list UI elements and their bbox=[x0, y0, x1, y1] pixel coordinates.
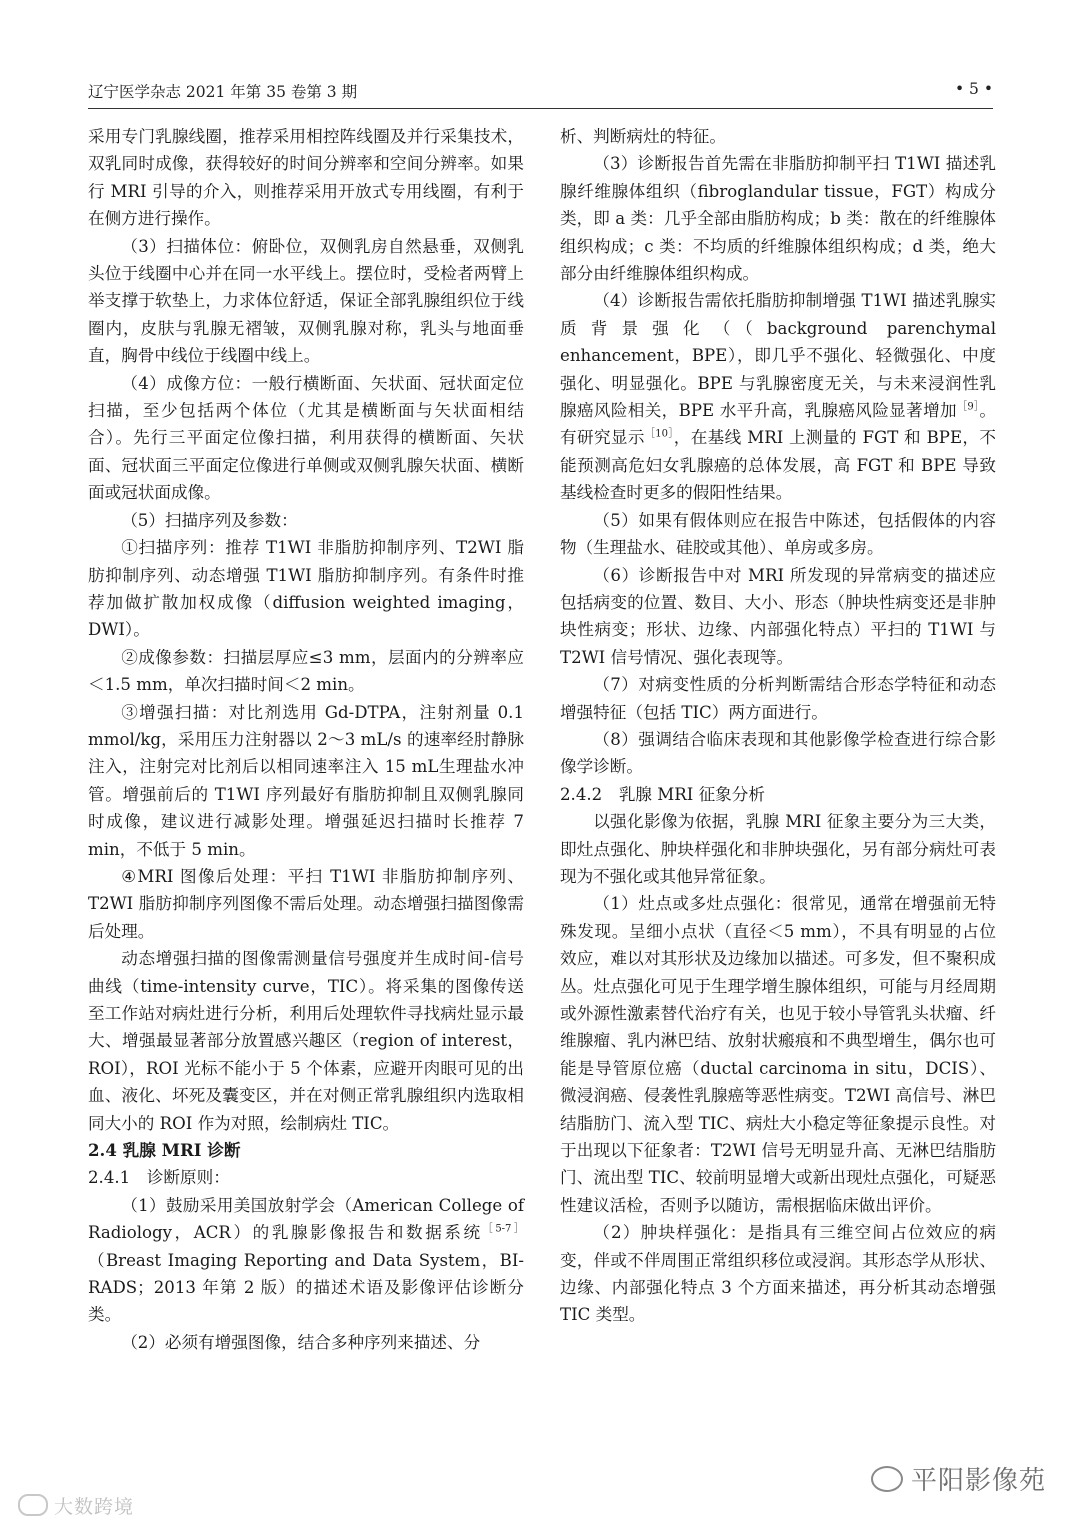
page-number: • 5 • bbox=[954, 80, 993, 98]
paragraph bbox=[88, 945, 524, 1137]
paragraph-text: ④MRI 图像后处理：平扫 T1WI 非脂肪抑制序列、T2WI 脂肪抑制序列图像不需后处理。动态增强扫描图像需后处理。 bbox=[88, 866, 524, 941]
paragraph-text: （4）成像方位：一般行横断面、矢状面、冠状面定位扫描，至少包括两个体位（尤其是横断面与矢状面相结合）。先行三平面定位像扫描，利用获得的横断面、矢状面、冠状面三平面定位像进行单侧或双侧乳腺矢状面、横断面或冠状面成像。 bbox=[88, 373, 524, 503]
left-column bbox=[88, 123, 524, 1356]
watermark-right bbox=[871, 1460, 1046, 1497]
paragraph-text: （4）诊断报告需依托脂肪抑制增强 T1WI 描述乳腺实质背景强化（（background parenchymal enhancement，BPE），即几乎不强化、轻微强化、中度强化、明显强化。BPE 与乳腺密度无关，与未来浸润性乳腺癌风险相关，BPE 水平升高，乳腺癌风险显著增加 bbox=[560, 291, 996, 421]
wechat-icon bbox=[871, 1466, 903, 1492]
paragraph bbox=[88, 534, 524, 644]
paragraph-text: （1）灶点或多灶点强化：很常见，通常在增强前无特殊发现。呈细小点状（直径＜5 mm），不具有明显的占位效应，难以对其形状及边缘加以描述。可多发，但不聚积成丛。灶点强化可见于生理学增生腺体组织，可能与月经周期或外源性激素替代治疗有关，也见于较小导管乳头状瘤、纤维腺瘤、乳内淋巴结、放射状瘢痕和不典型增生，偶尔也可能是导管原位癌（ductal carcinoma in situ，DCIS）、微浸润癌、侵袭性乳腺癌等恶性病变。T2WI 高信号、淋巴结脂肪门、流入型 TIC、病灶大小稳定等征象提示良性。对于出现以下征象者：T2WI 信号无明显升高、无淋巴结脂肪门、流出型 TIC、较前明显增大或新出现灶点强化，可疑恶性建议活检，否则予以随访，需根据临床做出评价。 bbox=[560, 894, 996, 1215]
paragraph bbox=[560, 150, 996, 287]
citation-ref: ［5-7］ bbox=[482, 1223, 524, 1235]
paragraph bbox=[560, 808, 996, 890]
paragraph bbox=[88, 233, 524, 370]
watermark-logo-icon bbox=[18, 1494, 48, 1516]
paragraph-continued bbox=[88, 123, 524, 233]
watermark-left bbox=[18, 1492, 134, 1519]
paragraph-text: 析、判断病灶的特征。 bbox=[560, 127, 726, 146]
paragraph-text: 2.4.1 诊断原则： bbox=[88, 1168, 230, 1188]
paragraph-text: ②成像参数：扫描层厚应≤3 mm，层面内的分辨率应＜1.5 mm，单次扫描时间＜2 min。 bbox=[88, 647, 524, 695]
header-rule bbox=[88, 108, 993, 109]
paragraph-text: （8）强调结合临床表现和其他影像学检查进行综合影像学诊断。 bbox=[560, 729, 996, 777]
paragraph-text: ，在基线 MRI 上测量的 FGT 和 BPE，不能预测高危妇女乳腺癌的总体发展，高 FGT 和 BPE 导致基线检查时更多的假阳性结果。 bbox=[560, 428, 996, 503]
paragraph-text: （Breast Imaging Reporting and Data System，BI-RADS；2013 年第 2 版）的描述术语及影像评估诊断分类。 bbox=[88, 1250, 524, 1325]
paragraph bbox=[88, 863, 524, 945]
paragraph bbox=[88, 507, 524, 534]
paragraph-text: （6）诊断报告中对 MRI 所发现的异常病变的描述应包括病变的位置、数目、大小、形态（肿块性病变还是非肿块性病变；形状、边缘、内部强化特点）平扫的 T1WI 与 T2WI 信号情况、强化表现等。 bbox=[560, 565, 996, 667]
citation-ref: ［9］ bbox=[956, 401, 980, 413]
paragraph bbox=[560, 671, 996, 726]
paragraph-text: 采用专门乳腺线圈，推荐采用相控阵线圈及并行采集技术，双乳同时成像，获得较好的时间分辨率和空间分辨率。如果行 MRI 引导的介入，则推荐采用开放式专用线圈，有利于在侧方进行操作。 bbox=[88, 127, 524, 229]
paragraph-text: （2）肿块样强化：是指具有三维空间占位效应的病变，伴或不伴周围正常组织移位或浸润。其形态学从形状、边缘、内部强化特点 3 个方面来描述，再分析其动态增强 TIC 类型。 bbox=[560, 1223, 996, 1325]
citation-ref: ［10］ bbox=[644, 428, 674, 440]
right-column bbox=[560, 123, 996, 1329]
paragraph-text: 以强化影像为依据，乳腺 MRI 征象主要分为三大类，即灶点强化、肿块样强化和非肿块强化，另有部分病灶可表现为不强化或其他异常征象。 bbox=[560, 812, 996, 886]
paragraph-text: ①扫描序列：推荐 T1WI 非脂肪抑制序列、T2WI 脂肪抑制序列、动态增强 T1WI 脂肪抑制序列。有条件时推荐加做扩散加权成像（diffusion weighted imaging，DWI）。 bbox=[88, 538, 524, 640]
paragraph-text: ③增强扫描：对比剂选用 Gd-DTPA，注射剂量 0.1 mmol/kg，采用压力注射器以 2～3 mL/s 的速率经肘静脉注入，注射完对比剂后以相同速率注入 15 mL生理盐水冲管。增强前后的 T1WI 序列最好有脂肪抑制且双侧乳腺同时成像，建议进行减影处理。增强延迟扫描时长推荐 7 min，不低于 5 min。 bbox=[88, 702, 524, 859]
paragraph bbox=[560, 726, 996, 781]
paragraph bbox=[560, 1219, 996, 1329]
paragraph bbox=[88, 699, 524, 863]
paragraph bbox=[560, 507, 996, 562]
paragraph-text: （3）扫描体位：俯卧位，双侧乳房自然悬垂，双侧乳头位于线圈中心并在同一水平线上。摆位时，受检者两臂上举支撑于软垫上，力求体位舒适，保证全部乳腺组织位于线圈内，皮肤与乳腺无褶皱，双侧乳腺对称，乳头与地面垂直，胸骨中线位于线圈中线上。 bbox=[88, 236, 524, 366]
paragraph bbox=[88, 370, 524, 507]
paragraph bbox=[560, 562, 996, 672]
paragraph bbox=[560, 287, 996, 506]
journal-issue: 辽宁医学杂志 2021 年第 35 卷第 3 期 bbox=[88, 83, 358, 101]
paragraph-text: （1）鼓励采用美国放射学会（American College of Radiology，ACR）的乳腺影像报告和数据系统 bbox=[88, 1195, 524, 1243]
paragraph-text: （3）诊断报告首先需在非脂肪抑制平扫 T1WI 描述乳腺纤维腺体组织（fibroglandular tissue，FGT）构成分类，即 a 类：几乎全部由脂肪构成；b 类：散在的纤维腺体组织构成；c 类：不均质的纤维腺体组织构成；d 类，绝大部分由纤维腺体组织构成。 bbox=[560, 154, 996, 284]
paragraph-text: （5）扫描序列及参数： bbox=[121, 510, 298, 530]
paragraph-text: 动态增强扫描的图像需测量信号强度并生成时间-信号曲线（time-intensity curve，TIC）。将采集的图像传送至工作站对病灶进行分析，利用后处理软件寻找病灶显示最大、增强最显著部分放置感兴趣区（region of interest，ROI），ROI 光标不能小于 5 个体素，应避开肉眼可见的出血、液化、坏死及囊变区，并在对侧正常乳腺组织内选取相同大小的 ROI 作为对照，绘制病灶 TIC。 bbox=[88, 949, 524, 1133]
subsection-heading bbox=[560, 781, 996, 808]
paragraph bbox=[88, 1329, 524, 1356]
paragraph bbox=[88, 644, 524, 699]
paragraph-text: （7）对病变性质的分析判断需结合形态学特征和动态增强特征（包括 TIC）两方面进行。 bbox=[560, 675, 996, 722]
watermark-right-text: 平阳影像苑 bbox=[910, 1466, 1046, 1496]
paragraph bbox=[88, 1192, 524, 1329]
paragraph-text: （2）必须有增强图像，结合多种序列来描述、分 bbox=[121, 1332, 481, 1352]
paragraph-text: 2.4.2 乳腺 MRI 征象分析 bbox=[560, 784, 765, 804]
subsection-heading bbox=[88, 1164, 524, 1191]
paragraph bbox=[560, 890, 996, 1219]
paragraph-continued bbox=[560, 123, 996, 150]
watermark-left-text: 大数跨境 bbox=[54, 1496, 135, 1518]
paragraph-text: （5）如果有假体则应在报告中陈述，包括假体的内容物（生理盐水、硅胶或其他）、单房或多房。 bbox=[560, 510, 996, 558]
paragraph-text: 。有研究显示 bbox=[560, 401, 996, 448]
paragraph-text: 2.4 乳腺 MRI 诊断 bbox=[88, 1140, 241, 1161]
running-header bbox=[88, 80, 993, 104]
section-heading bbox=[88, 1137, 524, 1164]
